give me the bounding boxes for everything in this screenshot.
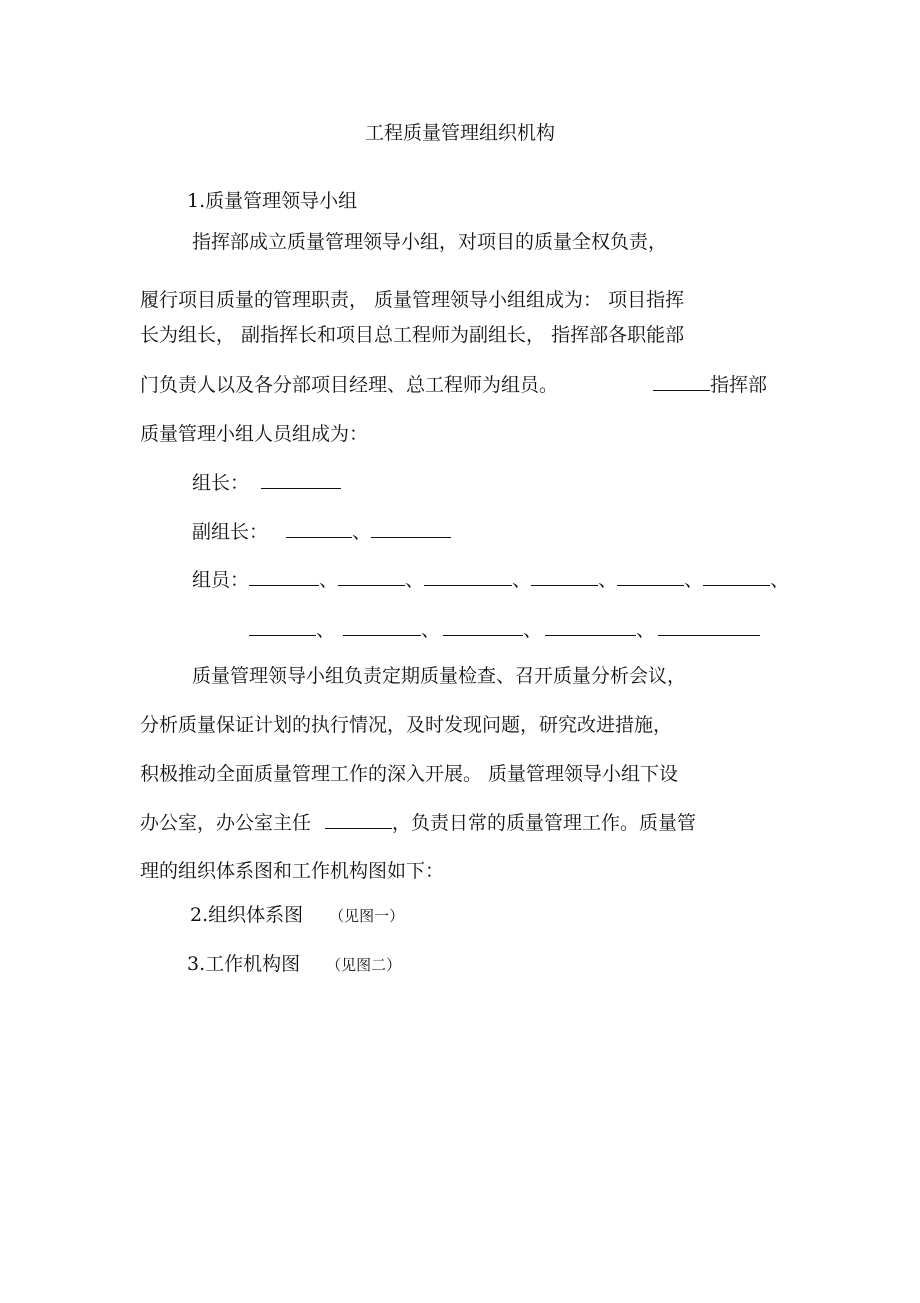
deputy-separator: 、: [352, 521, 372, 543]
para2-line4-b: ，负责日常的质量管理工作。质量管: [392, 812, 697, 834]
leader-label: 组长：: [192, 472, 250, 494]
para1-line4-text: 门负责人以及各分部项目经理、总工程师为组员。: [140, 374, 559, 396]
section2: [190, 902, 404, 929]
para1-line1: 指挥部成立质量管理领导小组，对项目的质量全权负责，: [192, 231, 668, 253]
member-blank-3: [424, 567, 512, 586]
section3: [187, 951, 401, 978]
member-blank-2: [338, 567, 405, 586]
deputy-blank-1: [286, 519, 352, 538]
para2-line5: 理的组织体系图和工作机构图如下：: [140, 860, 445, 882]
office-director-blank: [325, 810, 392, 829]
para1-line2: 履行项目质量的管理职责， 质量管理领导小组组成为： 项目指挥: [140, 289, 685, 311]
leader-blank: [261, 470, 341, 489]
deputy-blank-2: [371, 519, 451, 538]
member-separator: 、: [316, 619, 336, 641]
member-blank-6: [703, 567, 770, 586]
member-blank-9: [443, 617, 523, 636]
document-title: 工程质量管理组织机构: [364, 122, 555, 144]
section3-note: （见图二）: [326, 956, 402, 974]
member-blank-7: [249, 617, 316, 636]
section3-label: 3.工作机构图: [187, 953, 301, 975]
section2-label: 2.组织体系图: [190, 904, 304, 926]
member-separator: 、: [636, 619, 656, 641]
para1-line3: 长为组长， 副指挥长和项目总工程师为副组长， 指挥部各职能部: [140, 324, 685, 346]
member-blank-1: [249, 567, 319, 586]
member-separator: 、: [684, 569, 704, 591]
member-row-2: [249, 617, 760, 643]
member-separator: 、: [421, 619, 441, 641]
blank-command-name: [653, 372, 710, 391]
member-separator: 、: [405, 569, 425, 591]
member-separator: 、: [512, 569, 532, 591]
member-blank-5: [617, 567, 684, 586]
section2-note: （见图一）: [329, 907, 405, 925]
member-blank-8: [343, 617, 421, 636]
para2-line4-a: 办公室，办公室主任: [140, 812, 312, 834]
para1-line4-tail: [653, 372, 767, 398]
para1-line4-tail-text: 指挥部: [710, 374, 768, 396]
member-blank-10: [545, 617, 636, 636]
deputy-row: [192, 519, 451, 545]
para1-line5: 质量管理小组人员组成为：: [140, 423, 369, 445]
para2-line2: 分析质量保证计划的执行情况，及时发现问题，研究改进措施，: [140, 714, 673, 736]
section1-heading: 1.质量管理领导小组: [187, 190, 358, 212]
para1-line4: [140, 372, 558, 398]
member-separator: 、: [598, 569, 618, 591]
member-label: 组员：: [192, 569, 250, 591]
member-separator: 、: [523, 619, 543, 641]
member-blank-4: [531, 567, 598, 586]
leader-row: [192, 470, 341, 496]
para2-line4: [140, 810, 696, 836]
para2-line3: 积极推动全面质量管理工作的深入开展。 质量管理领导小组下设: [140, 763, 679, 785]
member-blank-11: [658, 617, 760, 636]
deputy-label: 副组长：: [192, 521, 269, 543]
member-row-1: [192, 567, 789, 593]
member-separator: 、: [770, 569, 790, 591]
para2-line1: 质量管理领导小组负责定期质量检查、召开质量分析会议，: [192, 665, 687, 687]
member-separator: 、: [319, 569, 339, 591]
